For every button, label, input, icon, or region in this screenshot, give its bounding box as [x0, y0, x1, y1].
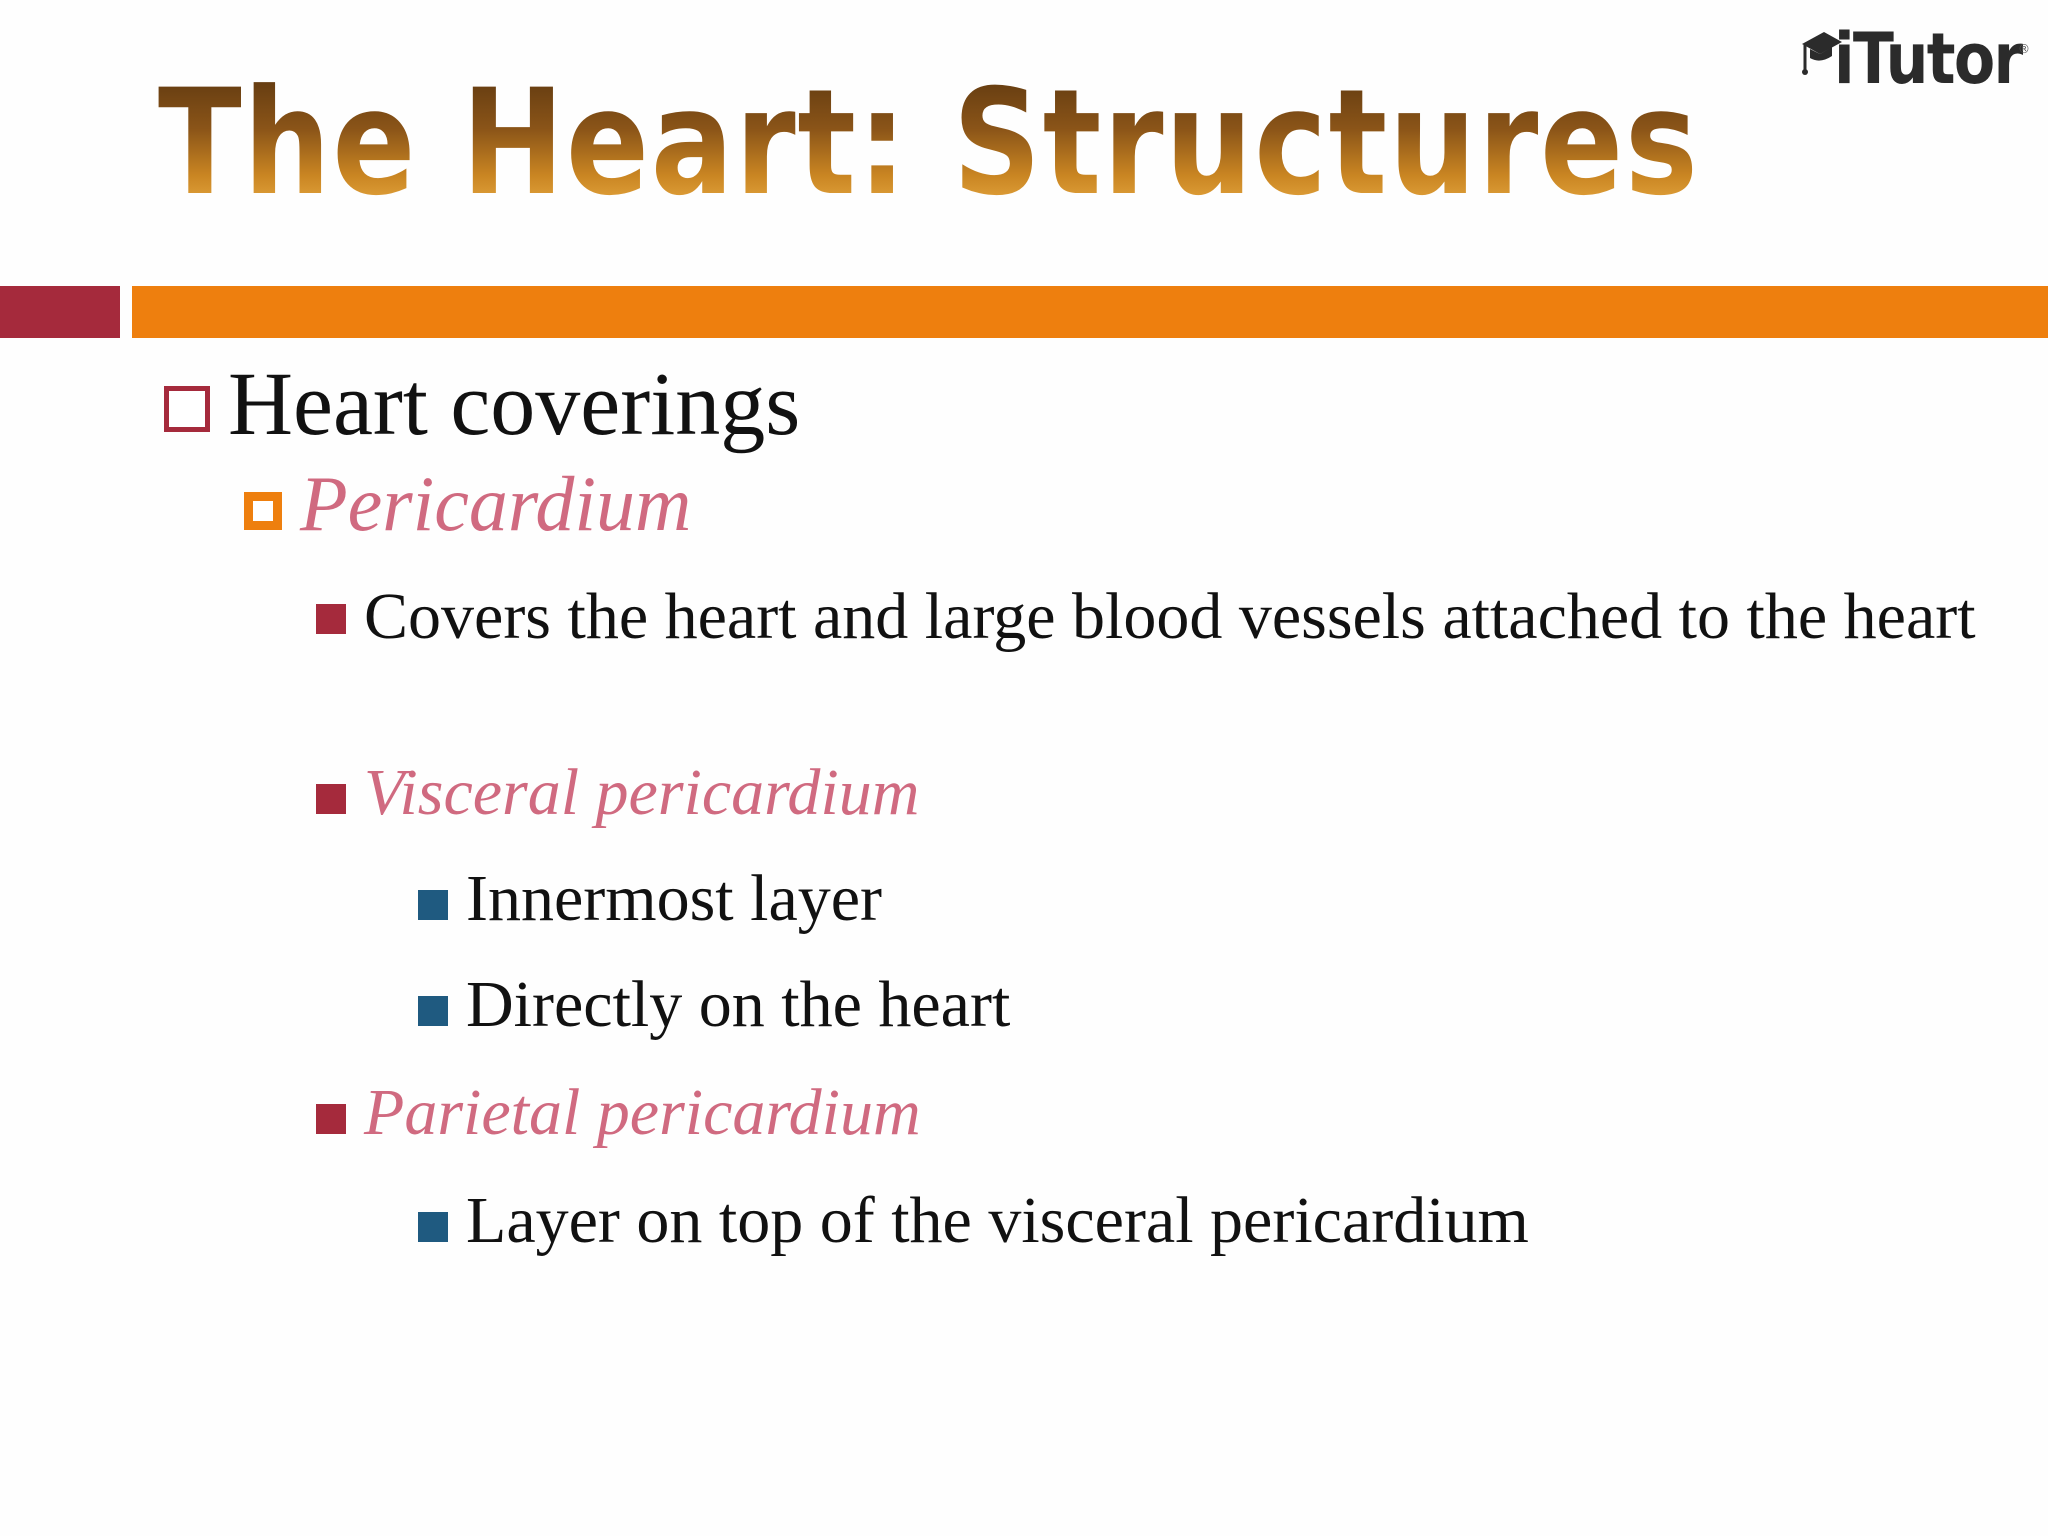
divider-bar-red	[0, 286, 120, 338]
slide-title: The Heart: Structures	[158, 58, 1700, 228]
visceral-label: Visceral pericardium	[364, 756, 920, 829]
logo-text: iTutor	[1834, 18, 2022, 100]
parietal-point-1: Layer on top of the visceral pericardium	[466, 1184, 1529, 1257]
registered-mark: ®	[2018, 42, 2030, 56]
red-square-bullet-icon	[316, 604, 346, 634]
divider-bar-orange	[132, 286, 2048, 338]
visceral-point-1: Innermost layer	[466, 862, 883, 935]
red-square-bullet-icon	[316, 784, 346, 814]
itutor-logo	[1796, 18, 2032, 102]
blue-square-bullet-icon	[418, 1212, 448, 1242]
blue-square-bullet-icon	[418, 996, 448, 1026]
orange-square-bullet-icon	[244, 492, 282, 530]
visceral-point-2: Directly on the heart	[466, 968, 1011, 1041]
subheading-pericardium: Pericardium	[300, 460, 692, 547]
hollow-square-bullet-icon	[164, 386, 210, 432]
blue-square-bullet-icon	[418, 890, 448, 920]
heading-heart-coverings: Heart coverings	[228, 355, 801, 454]
red-square-bullet-icon	[316, 1104, 346, 1134]
covers-text: Covers the heart and large blood vessels attached to the heart	[364, 580, 1976, 653]
parietal-label: Parietal pericardium	[364, 1076, 921, 1149]
